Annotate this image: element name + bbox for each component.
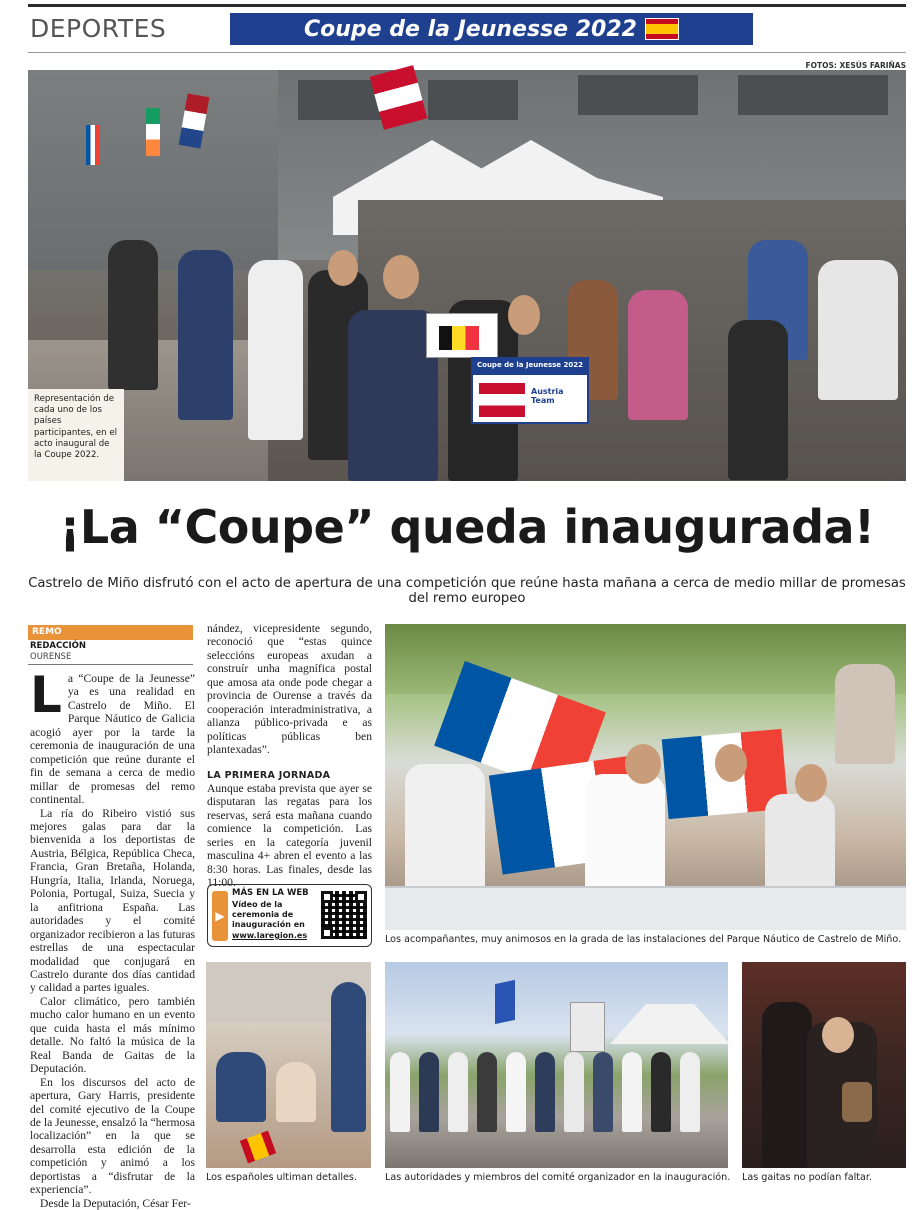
sign-event: Coupe de la Jeunesse 2022	[473, 359, 587, 375]
paragraph: nández, vicepresidente segundo, reconoció que “estas quince seleccións europeas axudan a construír unha magnífica postal que amosa ata onde pode chegar a provincia de Ourense a través da cooperación interadministrativa, a alianza público-privada e as políticas públicas ben plantexadas”.	[207, 622, 372, 757]
official-figure	[593, 1052, 613, 1132]
team-sign	[471, 357, 589, 424]
main-photo-caption: Representación de cada uno de los países participantes, en el acto inaugural de la Coupe 2022.	[28, 389, 124, 481]
subheadline: Castrelo de Miño disfrutó con el acto de apertura de una competición que reúne hasta mañana a cerca de medio millar de promesas del remo europeo	[28, 576, 906, 606]
section-tag: REMO	[28, 625, 193, 640]
article-column-2	[207, 622, 372, 890]
paragraph: En los discursos del acto de apertura, Gary Harris, presidente del comité ejecutivo de la Coupe de la Jeunesse, ensalzó la “hermosa localización” en la que se desarrolla esta edición de la competición y animó a los deportistas a “disfrutar de la experiencia”.	[30, 1075, 195, 1197]
official-figure	[535, 1052, 555, 1132]
header-rule	[28, 52, 906, 53]
spanish-team-caption: Los españoles ultiman detalles.	[206, 1172, 357, 1183]
web-promo-title: MÁS EN LA WEB	[232, 888, 309, 898]
section-subtitle: LA PRIMERA JORNADA	[207, 769, 331, 781]
qr-code-icon[interactable]	[321, 891, 367, 939]
top-rule	[28, 4, 906, 7]
byline: REDACCIÓN	[30, 641, 86, 651]
dateline-place: OURENSE	[30, 652, 72, 662]
web-promo-desc: Vídeo de la ceremonia de inauguración en	[232, 900, 305, 929]
dropcap: L	[30, 666, 62, 724]
officials-group	[390, 1042, 715, 1132]
event-banner	[230, 13, 753, 45]
photo-credit: FOTOS: XESÚS FARIÑAS	[805, 61, 906, 70]
authorities-photo	[385, 962, 728, 1168]
headline: ¡La “Coupe” queda inaugurada!	[59, 500, 875, 554]
bagpipers-photo	[742, 962, 906, 1168]
paragraph: La ría do Ribeiro vistió sus mejores galas para dar la bienvenida a los deportistas de Austria, Bélgica, República Checa, Francia, Gran Bretaña, Holanda, Hungría, Italia, Irlanda, Noruega, Polonia, Portugal, Suiza, Suecia y la anfitriona España. Las autoridades y el comité organizador recibieron a las futuras estrellas de una espectacular modalidad que conjugará en Castrelo durante dos días cantidad y calidad a partes iguales.	[30, 806, 195, 995]
paragraph: Aunque estaba prevista que ayer se disputaran las regatas para los reservas, será esta mañana cuando comience la competición. Las series en la categoría juvenil masculina 4+ abren el evento a las 8:30 horas. Las finales, desde las 11:00.	[207, 781, 372, 890]
paragraph: Calor climático, pero también mucho calor humano en un evento que cuida hasta el más mínimo detalle. No faltó la música de la Real Banda de Gaitas de la Deputación.	[30, 994, 195, 1076]
web-promo-box[interactable]	[207, 884, 372, 947]
spanish-team-photo	[206, 962, 371, 1168]
arrow-icon: ▶	[212, 891, 228, 941]
byline-rule	[28, 664, 193, 665]
crowd-photo	[385, 624, 906, 930]
authorities-caption: Las autoridades y miembros del comité organizador en la inauguración.	[385, 1172, 731, 1183]
paragraph: Desde la Deputación, César Fer-	[40, 1196, 191, 1210]
official-figure	[506, 1052, 526, 1132]
official-figure	[651, 1052, 671, 1132]
official-figure	[390, 1052, 410, 1132]
banner-text: Coupe de la Jeunesse 2022	[304, 16, 637, 42]
official-figure	[564, 1052, 584, 1132]
official-figure	[419, 1052, 439, 1132]
article-column-1	[30, 666, 195, 1210]
crowd-photo-caption: Los acompañantes, muy animosos en la grada de las instalaciones del Parque Náutico de Castrelo de Miño.	[385, 934, 902, 945]
web-link[interactable]: www.laregion.es	[232, 931, 308, 940]
official-figure	[477, 1052, 497, 1132]
official-figure	[622, 1052, 642, 1132]
section-title: DEPORTES	[30, 14, 167, 43]
sign-team: Austria Team	[531, 387, 564, 405]
official-figure	[680, 1052, 700, 1132]
bagpipers-caption: Las gaitas no podían faltar.	[742, 1172, 872, 1183]
paragraph: La “Coupe de la Jeunesse” ya es una realidad en Castrelo de Miño. El Parque Náutico de Galicia acogió ayer por la tarde la ceremonia de inauguración de una competición que reúne durante el fin de semana a cerca de medio millar de promesas del remo continental.	[30, 666, 195, 807]
spain-flag-icon	[645, 18, 679, 40]
main-photo	[28, 70, 906, 481]
official-figure	[448, 1052, 468, 1132]
